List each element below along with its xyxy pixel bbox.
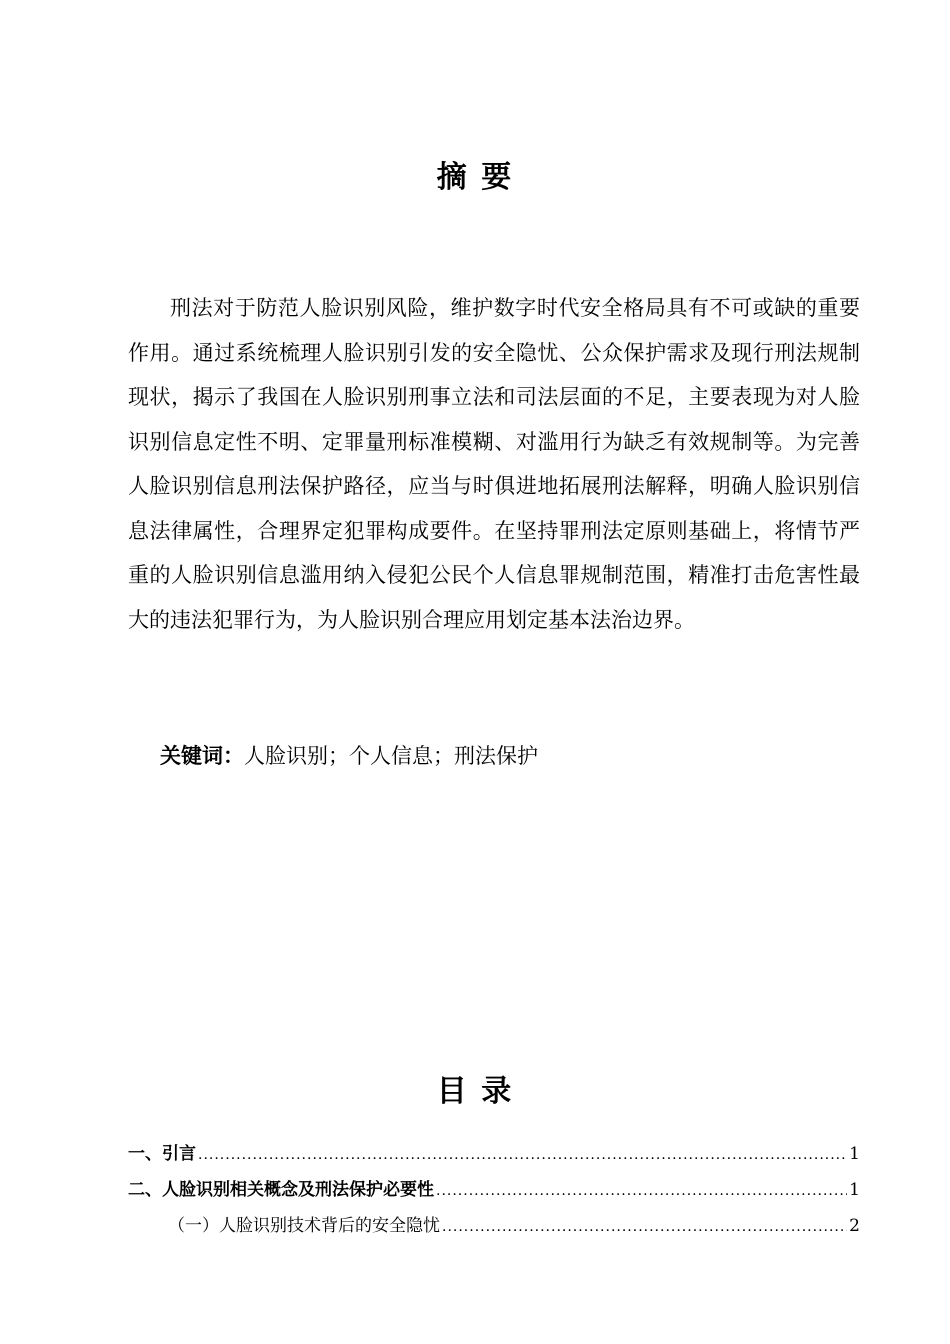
toc-entry-page: 2 xyxy=(849,1216,860,1236)
toc-entry-page: 1 xyxy=(849,1180,860,1200)
toc-entry-label: （一）人脸识别技术背后的安全隐忧 xyxy=(168,1216,440,1236)
toc-dot-leader xyxy=(436,1173,847,1209)
toc-entry-introduction[interactable] xyxy=(128,1136,860,1172)
keywords-label: 关键词： xyxy=(160,744,244,768)
toc-entry-page: 1 xyxy=(849,1144,860,1164)
toc-entry-security-concerns[interactable] xyxy=(128,1208,860,1244)
keywords-values: 人脸识别；个人信息；刑法保护 xyxy=(244,744,538,768)
table-of-contents xyxy=(128,1136,860,1244)
abstract-body: 刑法对于防范人脸识别风险，维护数字时代安全格局具有不可或缺的重要作用。通过系统梳理人脸识别引发的安全隐忧、公众保护需求及现行刑法规制现状，揭示了我国在人脸识别刑事立法和司法层面的不足，主要表现为对人脸识别信息定性不明、定罪量刑标准模糊、对滥用行为缺乏有效规制等。为完善人脸识别信息刑法保护路径，应当与时俱进地拓展刑法解释，明确人脸识别信息法律属性，合理界定犯罪构成要件。在坚持罪刑法定原则基础上，将情节严重的人脸识别信息滥用纳入侵犯公民个人信息罪规制范围，精准打击危害性最大的违法犯罪行为，为人脸识别合理应用划定基本法治边界。 xyxy=(128,296,860,632)
abstract-title: 摘 要 xyxy=(436,160,514,195)
toc-title: 目 录 xyxy=(436,1074,514,1109)
toc-entry-label: 一、引言 xyxy=(128,1144,196,1164)
toc-dot-leader xyxy=(198,1137,847,1173)
keywords-line xyxy=(160,736,860,776)
toc-entry-label: 二、人脸识别相关概念及刑法保护必要性 xyxy=(128,1180,434,1200)
toc-dot-leader xyxy=(442,1209,847,1245)
toc-entry-concepts[interactable] xyxy=(128,1172,860,1208)
